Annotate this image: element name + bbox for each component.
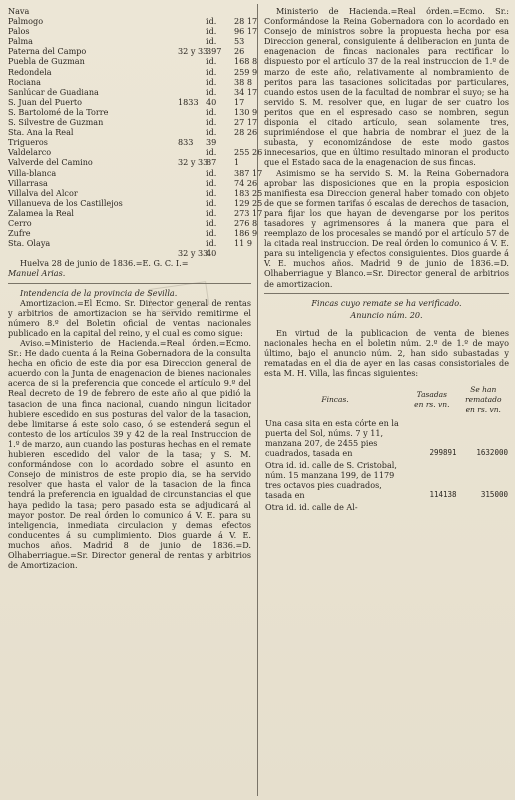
- town-num1: id.: [206, 26, 217, 37]
- table-row: [8, 228, 258, 239]
- finca-tasada: 114138: [429, 490, 457, 500]
- table-row: [8, 167, 263, 178]
- table-row: [8, 147, 263, 158]
- town-num1: 40: [206, 96, 217, 107]
- town-num1: id.: [206, 217, 217, 228]
- table-row: [8, 56, 258, 67]
- table-row: [8, 16, 258, 27]
- town-num2: 17: [234, 96, 245, 107]
- finca-rematada: [458, 501, 509, 513]
- town-num1: 39: [206, 137, 217, 148]
- finca-description: Otra id. id. calle de Al-: [265, 502, 358, 513]
- tasadas-header: Tasadas en rs. vn.: [414, 390, 450, 410]
- fincas-table: [264, 384, 509, 513]
- town-name: Palmogo: [8, 16, 44, 27]
- town-num1: id.: [206, 127, 217, 138]
- asimismo-paragraph: Asimismo se ha servido S. M. la Reina Gobernadora aprobar las disposiciones que en la propia esposicion manifiesta esa Direccion general haber tomado con objeto de que se formen tarifas ó escalas de derechos de tasacion, para fijar los que hayan de devengarse por los peritos tasadores y agrimensores á la manera que para el reemplazo de los procesales se mandó por el artículo 57 de la citada real instruccion. De real órden lo comunico á V. E. para su inteligencia y efectos consiguientes. Dios guarde á V. E. muchos años. Madrid 9 de junio de 1836.=D. Olhaberriague y Blanco.=Sr. Director general de arbitrios de amortizacion.: [264, 167, 509, 289]
- town-num2: 387 17: [234, 167, 263, 178]
- table-row: [8, 117, 258, 128]
- table-row: [8, 207, 263, 218]
- fincas-heading: Fincas cuyo remate se ha verificado.: [311, 297, 462, 308]
- table-row: [8, 46, 251, 56]
- town-name: Villanueva de los Castillejos: [8, 197, 123, 208]
- table-row: [8, 86, 258, 97]
- virtud-paragraph: En virtud de la publicacion de venta de bienes nacionales hecha en el boletin núm. 2.º de 1.º de mayo último, bajo el anuncio núm. 2, han sido subastadas y rematadas en el dia de ayer en las casas consistoriales de esta M. H. Villa, las fincas siguientes:: [264, 327, 509, 379]
- town-name: Villalva del Alcor: [8, 187, 78, 198]
- town-year: 32 y 33: [178, 46, 209, 57]
- finca-row: [264, 501, 509, 513]
- town-num1: id.: [206, 117, 217, 128]
- town-num1: id.: [206, 187, 217, 198]
- town-year: 32 y 33: [178, 157, 209, 168]
- sign-name: Manuel Arias.: [8, 268, 66, 279]
- town-name: Palma: [8, 36, 33, 47]
- table-row: [8, 26, 258, 37]
- town-name: Sanlúcar de Guadiana: [8, 86, 99, 97]
- finca-tasada: [406, 501, 457, 513]
- table-row: [8, 177, 258, 188]
- town-name: Zalamea la Real: [8, 207, 75, 218]
- town-num1: id.: [206, 66, 217, 77]
- town-name: Nava: [8, 6, 30, 16]
- town-num2: 1: [234, 157, 240, 168]
- town-year: 32 y 33: [178, 248, 209, 259]
- town-name: Trigueros: [8, 137, 48, 148]
- town-num1: id.: [206, 177, 217, 188]
- town-num2: 38 8: [234, 76, 253, 87]
- town-num1: 397: [206, 46, 222, 57]
- town-name: Zufre: [8, 228, 31, 239]
- town-num2: 96 17: [234, 26, 258, 37]
- town-name: Cerro: [8, 217, 32, 228]
- table-row: [8, 217, 258, 228]
- town-num1: 87: [206, 157, 217, 168]
- town-name: Sta. Ana la Real: [8, 127, 74, 138]
- finca-tasada: 299891: [429, 447, 457, 457]
- table-row: [8, 187, 263, 198]
- table-row: [8, 238, 251, 248]
- town-num1: id.: [206, 147, 217, 158]
- table-row: [8, 66, 258, 77]
- amortizacion-paragraph: Amortizacion.=El Ecmo. Sr. Director general de rentas y arbitrios de amortizacion se ha servido remitirme el número 8.º del Boletin oficial de ventas nacionales publicado en la capital del reino, y el cual es como sigue:: [8, 297, 251, 338]
- rule: [264, 293, 509, 294]
- town-num2: 168 8: [234, 56, 258, 67]
- town-num1: id.: [206, 228, 217, 239]
- town-num2: 74 26: [234, 177, 258, 188]
- town-num2: 28 17: [234, 16, 258, 27]
- table-row: [8, 248, 251, 258]
- finca-description: Una casa sita en esta córte en la puerta del Sol, núms. 7 y 11, manzana 207, de 2455 pies cuadrados, tasada en: [265, 417, 399, 458]
- town-name: Redondela: [8, 66, 52, 77]
- town-num2: 259 9: [234, 66, 258, 77]
- finca-rematada: 315000: [480, 490, 508, 500]
- town-name: Paterna del Campo: [8, 46, 87, 57]
- finca-row: [264, 459, 509, 501]
- town-num2: 186 9: [234, 228, 258, 239]
- rule: [8, 283, 251, 284]
- fincas-header: Fincas.: [321, 395, 349, 405]
- table-row: [8, 97, 251, 107]
- table-row: [8, 106, 258, 117]
- anuncio-heading: Anuncio núm. 20.: [350, 309, 423, 320]
- town-name: S. Juan del Puerto: [8, 96, 83, 107]
- table-row: [8, 137, 251, 147]
- town-year: 833: [178, 137, 194, 148]
- town-num2: 34 17: [234, 86, 258, 97]
- town-num2: 273 17: [234, 207, 263, 218]
- town-num1: id.: [206, 86, 217, 97]
- ministerio-paragraph: Ministerio de Hacienda.=Real órden.=Ecmo. Sr.: Conformándose la Reina Gobernadora con lo acordado en Consejo de ministros sobre la propuesta hecha por esa Direccion general, consiguiente á deliberacion en junta de enagenacion de fincas nacionales para rectificar lo dispuesto por el artículo 37 de la real instruccion de 1.º de marzo de este año, relativamente al nombramiento de peritos para las tasaciones solicitadas por particulares, cuando estos usen de la facultad de nombrar el suyo; se ha servido S. M. resolver que, en lugar de ser cuatro los peritos que en el espresado caso se nombren, segun disponia el citado artículo, sean solamente tres, suprimiéndose el que habria de nombrar el juez de la subasta, y economizándose de este modo gastos innecesarios, que en último resultado minoran el producto que el Estado saca de la enagenacion de sus fincas.: [264, 6, 509, 168]
- rematadas-header: Se han rematado en rs. vn.: [465, 385, 502, 415]
- table-row: [8, 197, 263, 208]
- right-column: [264, 6, 509, 513]
- table-row: [8, 36, 251, 46]
- table-row: [8, 157, 251, 167]
- town-name: Puebla de Guzman: [8, 56, 85, 67]
- finca-description: Otra id. id. calle de S. Cristobal, núm. 15 manzana 199, de 1179 tres octavos pies cuadrados, tasada en: [265, 459, 397, 501]
- town-num1: id.: [206, 207, 217, 218]
- finca-rematada: 1632000: [476, 447, 508, 457]
- town-num2: 27 17: [234, 117, 258, 128]
- town-num2: 130 9: [234, 106, 258, 117]
- town-num1: id.: [206, 76, 217, 87]
- town-year: 1833: [178, 96, 199, 107]
- town-name: Sta. Olaya: [8, 238, 51, 249]
- town-name: Villarrasa: [8, 177, 48, 188]
- town-num1: id.: [206, 238, 217, 249]
- town-name: S. Bartolomé de la Torre: [8, 106, 109, 117]
- town-num1: id.: [206, 197, 217, 208]
- town-num1: id.: [206, 167, 217, 178]
- town-num1: id.: [206, 56, 217, 67]
- town-num2: 53: [234, 36, 245, 47]
- towns-table: [8, 6, 263, 259]
- town-num2: 26: [234, 46, 245, 57]
- town-num2: 183 25: [234, 187, 263, 198]
- town-name: Valverde del Camino: [8, 157, 93, 168]
- left-column: [8, 6, 263, 571]
- town-name: Rociana: [8, 76, 41, 87]
- finca-row: [264, 417, 509, 459]
- town-name: S. Silvestre de Guzman: [8, 117, 104, 128]
- town-num2: 28 26: [234, 127, 258, 138]
- table-row: [8, 127, 258, 138]
- table-row: [8, 77, 251, 87]
- town-num1: id.: [206, 106, 217, 117]
- intendencia-heading: Intendencia de la provincia de Sevilla.: [20, 287, 178, 298]
- town-num1: id.: [206, 16, 217, 27]
- sign-line: Huelva 28 de junio de 1836.=E. G. C. I.=: [20, 258, 189, 269]
- town-name: Villa-blanca: [8, 167, 57, 178]
- table-row: [8, 6, 251, 16]
- town-num2: 276 8: [234, 217, 258, 228]
- aviso-paragraph: Aviso.=Ministerio de Hacienda.=Real órden.=Ecmo. Sr.: He dado cuenta á la Reina Gobernadora de la consulta hecha en oficio de este dia por esa Direccion general de acuerdo con la Junta de enagenacion de bienes nacionales acerca de si la preferencia que concede el artículo 9.º del Real decreto de 19 de febrero de este año al que pidió la tasacion de una finca nacional, cuando ningun licitador hubiere escedido en sus posturas del valor de la tasacion, debe limitarse á este solo caso, ó se estenderá segun el contesto de los artículos 39 y 42 de la real Instruccion de 1.º de marzo, aun cuando las posturas hechas en el remate hubieren escedido del valor de la tasa; y S. M. conformándose con lo acordado sobre el asunto en Consejo de ministros de este propio dia, se ha servido resolver que hasta el valor de la tasacion de la finca tendrá la preferencia en igualdad de circunstancias el que haya pedido la tasa; pero pasado esta se adjudicará al mayor postor. De real órden lo comunico á V. E. para su inteligencia, inmediata circulacion y demas efectos conducentes á su cumplimiento. Dios guarde á V. E. muchos años. Madrid 8 de junio de 1836.=D. Olhaberriague.=Sr. Director general de rentas y arbitrios de Amortizacion.: [8, 338, 251, 571]
- town-num1: 40: [206, 248, 217, 259]
- town-num2: 11 9: [234, 238, 253, 249]
- town-num1: id.: [206, 36, 217, 47]
- town-num2: 255 26: [234, 147, 263, 158]
- town-num2: 129 25: [234, 197, 263, 208]
- town-name: Palos: [8, 26, 30, 37]
- town-name: Valdelarco: [8, 147, 52, 158]
